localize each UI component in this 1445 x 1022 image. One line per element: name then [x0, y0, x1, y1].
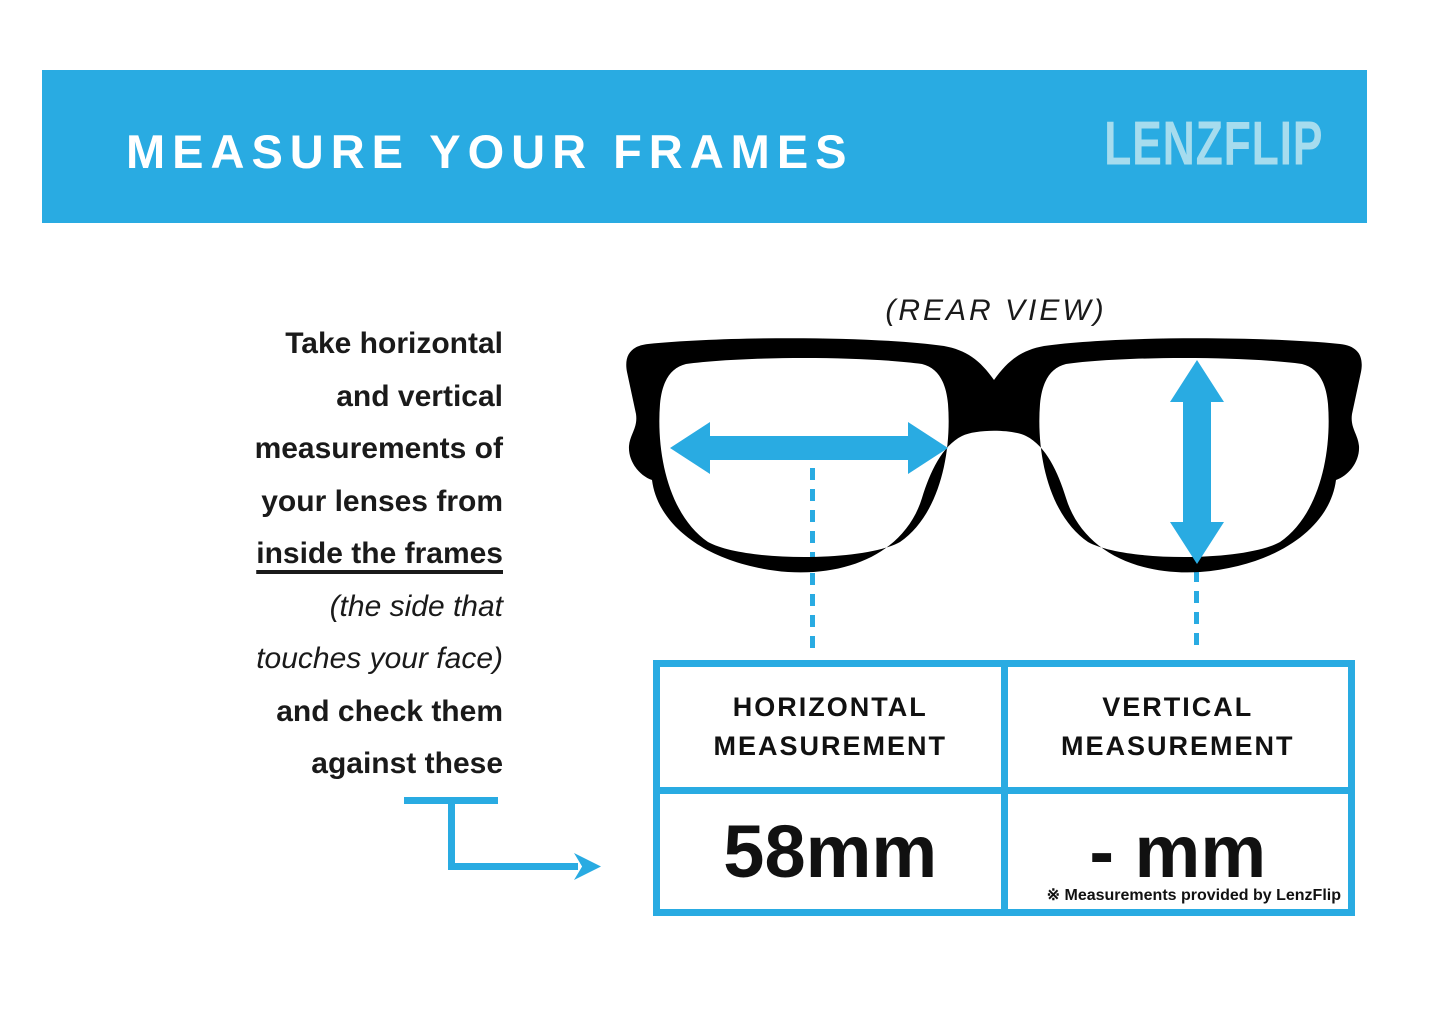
connector-arrow-stem: [448, 797, 455, 870]
brand-logo: LENZFLIP: [1103, 109, 1323, 179]
measurement-value: - mm: [1089, 810, 1267, 893]
measurement-value: 58mm: [723, 810, 938, 893]
instruction-line: measurements of: [254, 432, 503, 465]
vertical-measurement-value: [1008, 794, 1349, 909]
connector-arrowhead-icon: [574, 853, 601, 880]
vertical-arrow-icon: [1170, 360, 1224, 564]
instruction-line: (the side that: [329, 589, 503, 623]
instruction-line: and check them: [276, 694, 503, 728]
header-line: MEASUREMENT: [713, 731, 947, 761]
header-line: HORIZONTAL: [732, 692, 928, 722]
header-line: VERTICAL: [1102, 692, 1254, 722]
instruction-line: Take horizontal: [285, 327, 503, 360]
instruction-line: touches your face): [256, 642, 503, 675]
instruction-line-underlined: inside the frames: [256, 537, 503, 570]
header-line: MEASUREMENT: [1060, 731, 1295, 761]
horizontal-measurement-header: [660, 667, 1001, 787]
page-title: MEASURE YOUR FRAMES: [126, 124, 854, 178]
instruction-line: against these: [311, 747, 503, 780]
header-banner: [42, 70, 1367, 223]
measurement-table: [653, 660, 1355, 916]
rear-view-caption: (REAR VIEW): [885, 294, 1107, 327]
instruction-line: and vertical: [336, 379, 503, 413]
horizontal-arrow-icon: [670, 422, 948, 474]
measurement-note: ※ Measurements provided by LenzFlip: [1046, 887, 1341, 904]
instructions-text: [150, 318, 503, 791]
glasses-illustration: [618, 336, 1370, 588]
connector-arrow-shaft: [448, 863, 578, 870]
instruction-line: your lenses from: [261, 484, 503, 518]
vertical-measurement-header: [1008, 667, 1349, 787]
horizontal-measurement-value: [660, 794, 1001, 909]
